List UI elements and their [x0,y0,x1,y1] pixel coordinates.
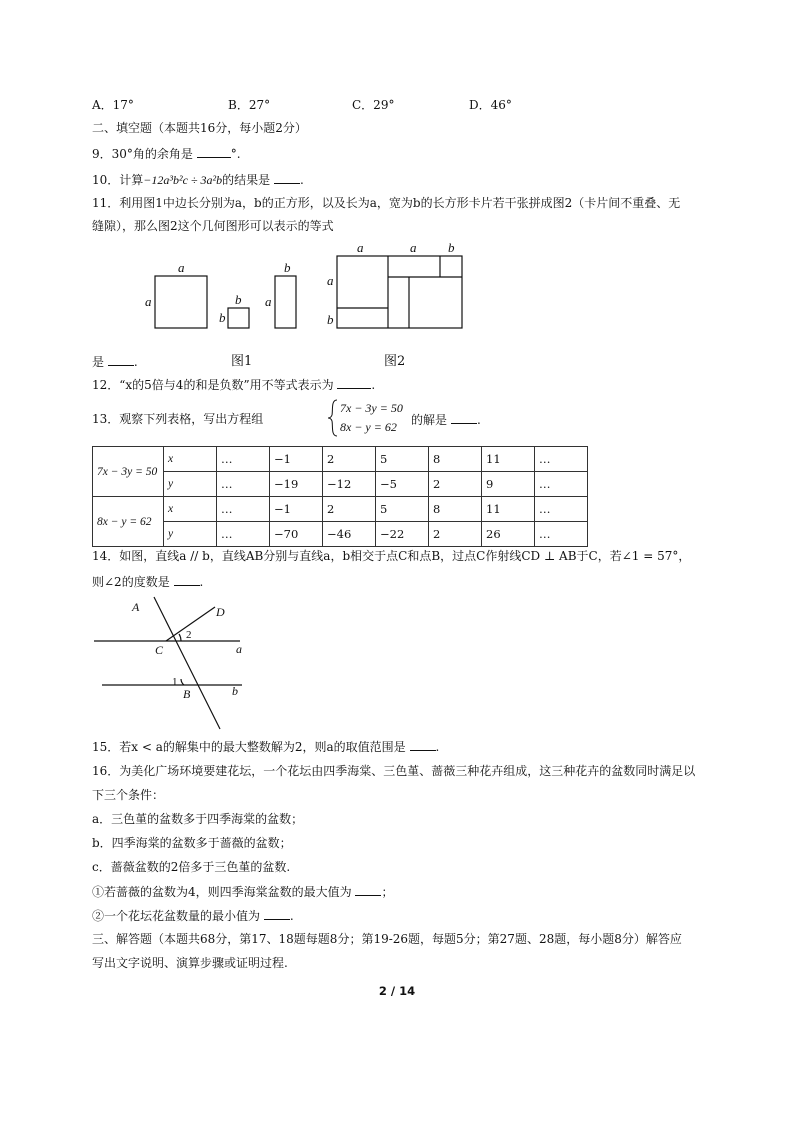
table-cell: y [164,522,217,547]
angle-1-arc [181,679,184,685]
table-cell: … [217,497,270,522]
point-c-label: C [155,643,164,657]
q13-text-2: 的解是 [411,413,448,427]
q16-condition-b: b．四季海棠的盆数多于蔷薇的盆数； [92,836,292,850]
label-a: a [327,273,334,288]
table-cell: −5 [376,472,429,497]
section-3-heading-2: 写出文字说明、演算步骤或证明过程. [92,956,288,970]
q16-condition-a: a．三色堇的盆数多于四季海棠的盆数； [92,812,304,826]
answer-blank [337,376,371,389]
label-b: b [284,260,291,275]
label-b: b [327,312,334,327]
q8-option-d: D．46° [469,98,512,112]
answer-blank [197,145,231,158]
q11-answer [92,353,138,370]
system-equation-2: 8x − y = 62 [340,420,397,434]
angle-1-label: 1 [172,676,178,688]
point-a-label: A [132,600,140,614]
q14-line-2 [92,573,203,590]
q13-text: 13．观察下列表格，写出方程组 [92,412,264,426]
table-equation-2: 8x − y = 62 [93,497,164,547]
question-13 [92,411,263,427]
table-cell: 2 [323,447,376,472]
q13-tail [411,411,481,428]
answer-blank [174,573,200,586]
angle-2-label: 2 [186,629,192,641]
figure-2-outline [337,256,462,328]
table-cell: 11 [482,447,535,472]
point-d-label: D [216,605,225,619]
figure-1-and-2 [140,238,480,368]
table-cell: 11 [482,497,535,522]
q12-text: 12．“x的5倍与4的和是负数”用不等式表示为 [92,378,334,392]
table-cell: … [535,472,588,497]
table-cell: … [535,447,588,472]
question-15 [92,738,439,755]
table-cell: 8 [429,447,482,472]
question-12 [92,376,375,393]
q11-answer-end: . [133,355,138,369]
q8-option-a: A．17° [92,98,134,112]
table-cell: x [164,497,217,522]
table-row [93,472,588,497]
table-cell: … [535,497,588,522]
answer-blank [264,907,290,920]
q9-text: 9．30°角的余角是 [92,147,193,161]
table-cell: y [164,472,217,497]
answer-blank [451,411,477,424]
rectangle-ab [275,276,296,328]
q16-sub-2-text: ②一个花坛花盆数量的最小值为 [92,909,261,923]
q10-mid: 的结果是 [222,173,271,187]
table-cell: −70 [270,522,323,547]
angle-2-arc [179,634,181,641]
q8-option-b: B．27° [228,98,271,112]
table-cell: x [164,447,217,472]
table-cell: … [535,522,588,547]
q16-line-2: 下三个条件： [92,788,165,802]
q16-sub-1-end: ； [381,885,394,899]
table-cell: 26 [482,522,535,547]
observation-table [92,446,588,547]
table-cell: 5 [376,497,429,522]
table-cell: −46 [323,522,376,547]
label-a: a [145,294,152,309]
q10-end: . [299,173,304,187]
q14-end: . [199,575,204,589]
table-equation-1: 7x − 3y = 50 [93,447,164,497]
label-a: a [265,294,272,309]
q10-expression: −12a³b²c ÷ 3a²b [143,173,223,187]
table-cell: 2 [429,522,482,547]
q15-text: 15．若x < a的解集中的最大整数解为2，则a的取值范围是 [92,740,406,754]
q11-line-2: 缝隙），那么图2这个几何图形可以表示的等式 [92,219,334,233]
label-a: a [178,260,185,275]
label-a: a [357,240,364,255]
answer-blank [108,353,134,366]
page-number: 2 / 14 [378,984,416,998]
table-row [93,522,588,547]
figure-1-caption: 图1 [231,354,253,369]
system-brace [326,398,340,438]
q15-end: . [435,740,440,754]
table-cell: 2 [323,497,376,522]
table-row [93,497,588,522]
question-9 [92,145,241,162]
line-a-label: a [236,642,242,656]
label-b: b [235,292,242,307]
parallel-lines-figure [92,595,262,735]
answer-blank [355,883,381,896]
q9-end: °. [230,147,241,161]
figure-2-caption: 图2 [384,354,406,369]
table-cell: 5 [376,447,429,472]
q12-end: . [371,378,376,392]
q16-sub-2 [92,907,294,924]
table-cell: −1 [270,497,323,522]
table-cell: … [217,472,270,497]
question-10 [92,171,304,188]
q16-sub-2-end: . [289,909,294,923]
label-b: b [219,310,226,325]
q16-sub-1 [92,883,393,900]
table-cell: −12 [323,472,376,497]
label-a: a [410,240,417,255]
table-cell: 2 [429,472,482,497]
q14-line-1: 14．如图，直线a // b，直线AB分别与直线a，b相交于点C和点B，过点C作射线CD ⊥ AB于C，若∠1 = 57°， [92,549,691,563]
q16-line-1: 16．为美化广场环境要建花坛，一个花坛由四季海棠、三色堇、蔷薇三种花卉组成，这三种花卉的盆数同时满足以 [92,764,696,778]
q11-line-1: 11．利用图1中边长分别为a，b的正方形，以及长为a，宽为b的长方形卡片若干张拼成图2（卡片间不重叠、无 [92,196,681,210]
table-cell: … [217,522,270,547]
q14-text: 则∠2的度数是 [92,575,170,589]
table-row [93,447,588,472]
square-a [155,276,207,328]
table-cell: −19 [270,472,323,497]
table-cell: −1 [270,447,323,472]
square-b [228,308,249,328]
q11-answer-text: 是 [92,355,105,369]
section-3-heading: 三、解答题（本题共68分，第17、18题每题8分；第19-26题，每题5分；第27题、28题，每小题8分）解答应 [92,932,682,946]
answer-blank [410,738,436,751]
line-b-label: b [232,684,238,698]
label-b: b [448,240,455,255]
table-cell: … [217,447,270,472]
answer-blank [274,171,300,184]
system-equation-1: 7x − 3y = 50 [340,401,403,415]
table-cell: 8 [429,497,482,522]
q8-option-c: C．29° [352,98,395,112]
line-ab [154,597,220,729]
table-cell: −22 [376,522,429,547]
q13-end: . [477,413,481,427]
point-b-label: B [183,687,191,701]
q16-condition-c: c．蔷薇盆数的2倍多于三色堇的盆数. [92,860,291,874]
q10-text: 10．计算 [92,173,144,187]
q16-sub-1-text: ①若蔷薇的盆数为4，则四季海棠盆数的最大值为 [92,885,352,899]
section-2-heading: 二、填空题（本题共16分，每小题2分） [92,121,307,135]
table-cell: 9 [482,472,535,497]
